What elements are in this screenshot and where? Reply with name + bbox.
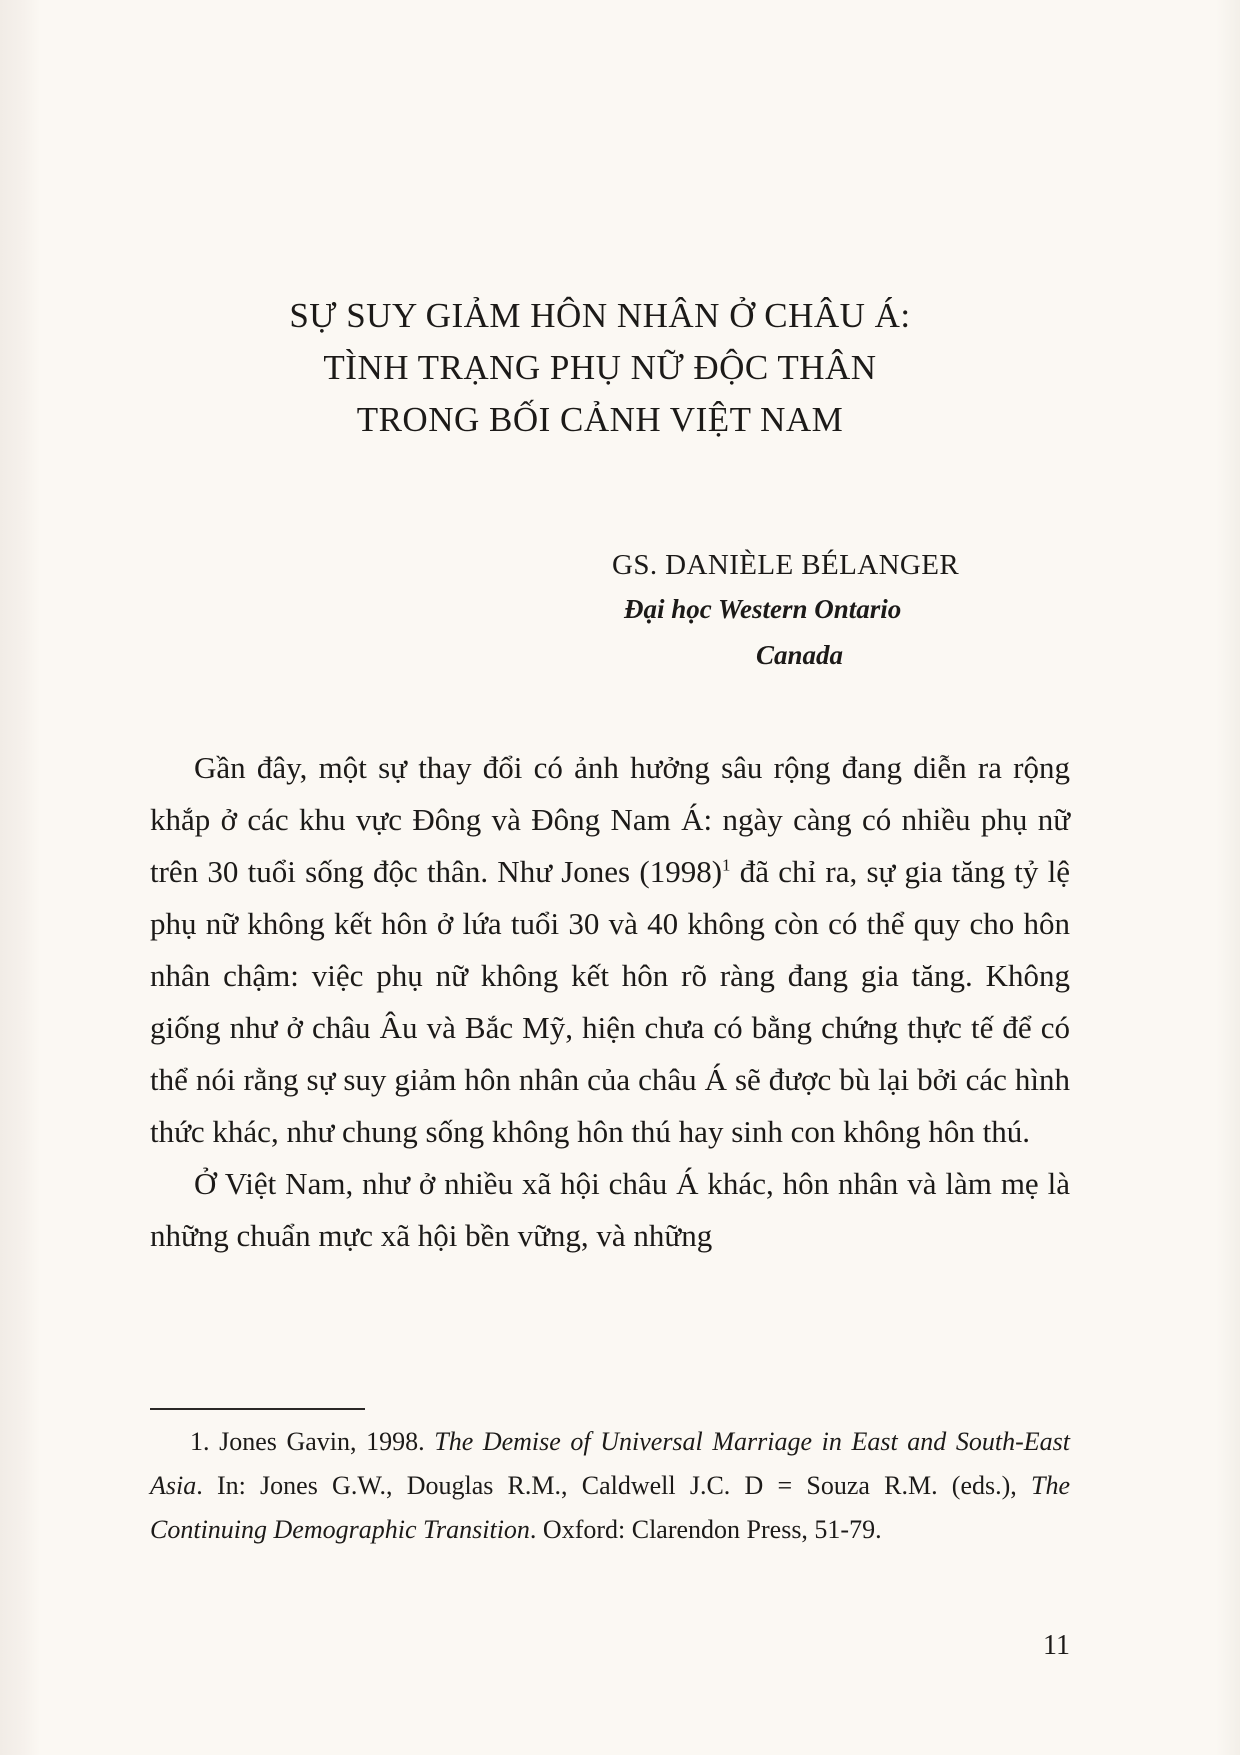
footnote-cited-title: The Demise of Universal Marriage in East and South-East Asia bbox=[150, 1427, 1070, 1500]
author-name: GS. DANIÈLE BÉLANGER bbox=[612, 549, 960, 581]
title-line-3: TRONG BỐI CẢNH VIỆT NAM bbox=[356, 400, 844, 439]
body-text bbox=[150, 742, 1070, 1262]
author-block bbox=[600, 545, 1050, 677]
paragraph-1-part-2: đã chỉ ra, sự gia tăng tỷ lệ phụ nữ không kết hôn ở lứa tuổi 30 và 40 không còn có thể quy cho hôn nhân chậm: việc phụ nữ không kết hôn rõ ràng đang gia tăng. Không giống như ở châu Âu và Bắc Mỹ, hiện chưa có bằng chứng thực tế để có thể nói rằng sự suy giảm hôn nhân của châu Á sẽ được bù lại bởi các hình thức khác, như chung sống không hôn thú hay sinh con không hôn thú. bbox=[150, 854, 1070, 1149]
footnote-divider bbox=[150, 1408, 365, 1410]
footnote-middle: . In: Jones G.W., Douglas R.M., Caldwell J.C. D = Souza R.M. (eds.), bbox=[196, 1471, 1031, 1500]
footnote-book-title: The Continuing Demographic Transition bbox=[150, 1471, 1070, 1544]
paragraph-1-part-1: Gần đây, một sự thay đổi có ảnh hưởng sâu rộng đang diễn ra rộng khắp ở các khu vực Đông và Đông Nam Á: ngày càng có nhiều phụ nữ trên 30 tuổi sống độc thân. Như Jones (1998) bbox=[150, 750, 1070, 889]
footnote-suffix: . Oxford: Clarendon Press, 51-79. bbox=[529, 1515, 882, 1544]
author-country: Canada bbox=[756, 640, 844, 670]
title-line-2: TÌNH TRẠNG PHỤ NỮ ĐỘC THÂN bbox=[323, 348, 877, 387]
footnote-prefix: 1. Jones Gavin, 1998. bbox=[190, 1427, 435, 1456]
author-university: Đại học Western Ontario bbox=[624, 594, 902, 624]
footnote-reference: 1 bbox=[722, 855, 731, 875]
page-number: 11 bbox=[1043, 1630, 1070, 1661]
page-edge-shadow-right bbox=[1216, 0, 1240, 1755]
paragraph-1 bbox=[150, 742, 1070, 1158]
title-line-1: SỰ SUY GIẢM HÔN NHÂN Ở CHÂU Á: bbox=[289, 296, 911, 335]
page-edge-shadow-left bbox=[0, 0, 40, 1755]
footnote-1 bbox=[150, 1420, 1070, 1552]
chapter-title bbox=[150, 290, 1050, 446]
paragraph-2: Ở Việt Nam, như ở nhiều xã hội châu Á khác, hôn nhân và làm mẹ là những chuẩn mực xã hội bền vững, và những bbox=[150, 1166, 1070, 1253]
